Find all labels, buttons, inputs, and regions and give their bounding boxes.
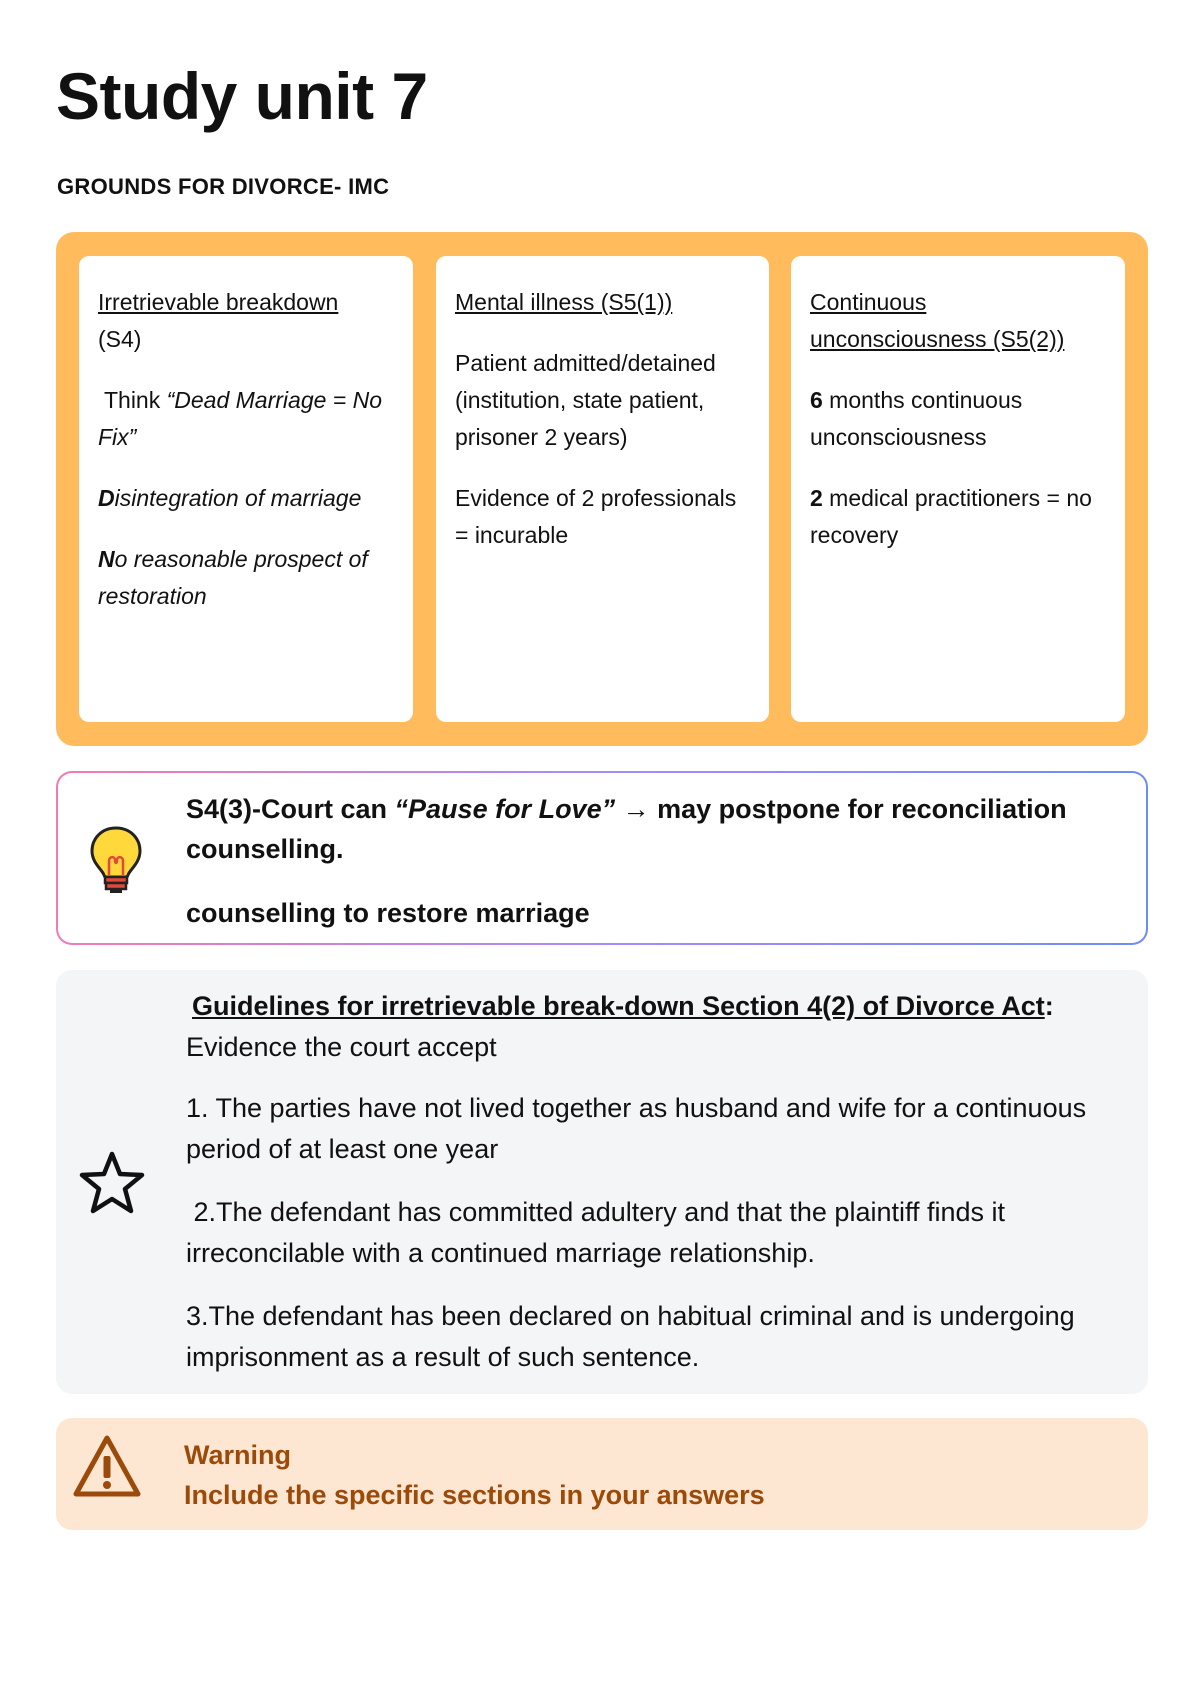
point-lead: N [98,546,115,572]
point-text: isintegration of marriage [114,485,362,511]
point-lead: D [98,485,115,511]
tip-callout [56,771,1148,945]
warning-icon [72,1432,142,1504]
card-point [98,480,397,517]
card-line [810,480,1109,554]
tip-text [186,789,1128,957]
warning-message: Include the specific sections in your answers [184,1480,765,1510]
card-mnemonic [98,382,397,456]
card-heading: Mental illness (S5(1)) [455,289,673,315]
ground-card-mental-illness [436,256,769,722]
warning-label: Warning [184,1440,291,1470]
card-heading [98,284,397,358]
star-icon [78,1150,146,1216]
card-point [98,541,397,615]
tip-line-italic: “Pause for Love” [394,794,616,824]
tip-line-post: → may postpone for reconciliation counselling. [186,794,1075,864]
grounds-panel [56,232,1148,746]
guideline-item: 2.The defendant has committed adultery and that the plaintiff finds it irreconcilable with a continued marriage relationship. [186,1197,1013,1268]
tip-line-pre: S4(3)-Court can [186,794,395,824]
point-text: o reasonable prospect of restoration [98,546,368,609]
card-heading-section: (S4) [98,326,142,352]
card-heading: Continuous unconsciousness (S5(2)) [810,289,1065,352]
warning-callout [56,1418,1148,1530]
guideline-item: 1. The parties have not lived together as husband and wife for a continuous period of at least one year [186,1093,1087,1164]
tip-line: counselling to restore marriage [186,898,590,928]
mnemonic-prefix: Think [98,387,167,413]
guidelines-callout [56,970,1148,1394]
guidelines-heading: Guidelines for irretrievable break-down Section 4(2) of Divorce Act [192,991,1045,1021]
card-line [810,382,1109,456]
guidelines-intro-block [186,986,1124,1068]
card-line-text: months continuous unconsciousness [810,387,1029,450]
ground-card-irretrievable-breakdown [79,256,413,722]
card-heading-title: Irretrievable breakdown [98,289,339,315]
mnemonic-text: “Dead Marriage = No Fix” [98,387,383,450]
card-line: Evidence of 2 professionals = incurable [455,485,737,548]
page-subtitle: GROUNDS FOR DIVORCE- IMC [57,174,390,199]
card-line: Patient admitted/detained (institution, state patient, prisoner 2 years) [455,350,716,450]
tip-line [186,789,1128,869]
guidelines-intro: Evidence the court accept [186,1032,497,1062]
card-number: 2 [810,485,823,511]
guideline-item: 3.The defendant has been declared on habitual criminal and is undergoing imprisonment as a result of such sentence. [186,1301,1075,1372]
lightbulb-icon [88,825,144,895]
page-title: Study unit 7 [56,59,428,133]
ground-card-continuous-unconsciousness [791,256,1125,722]
guidelines-text [186,986,1124,1400]
card-number: 6 [810,387,823,413]
card-line-text: medical practitioners = no recovery [810,485,1099,548]
guidelines-heading-colon: : [1044,991,1054,1021]
